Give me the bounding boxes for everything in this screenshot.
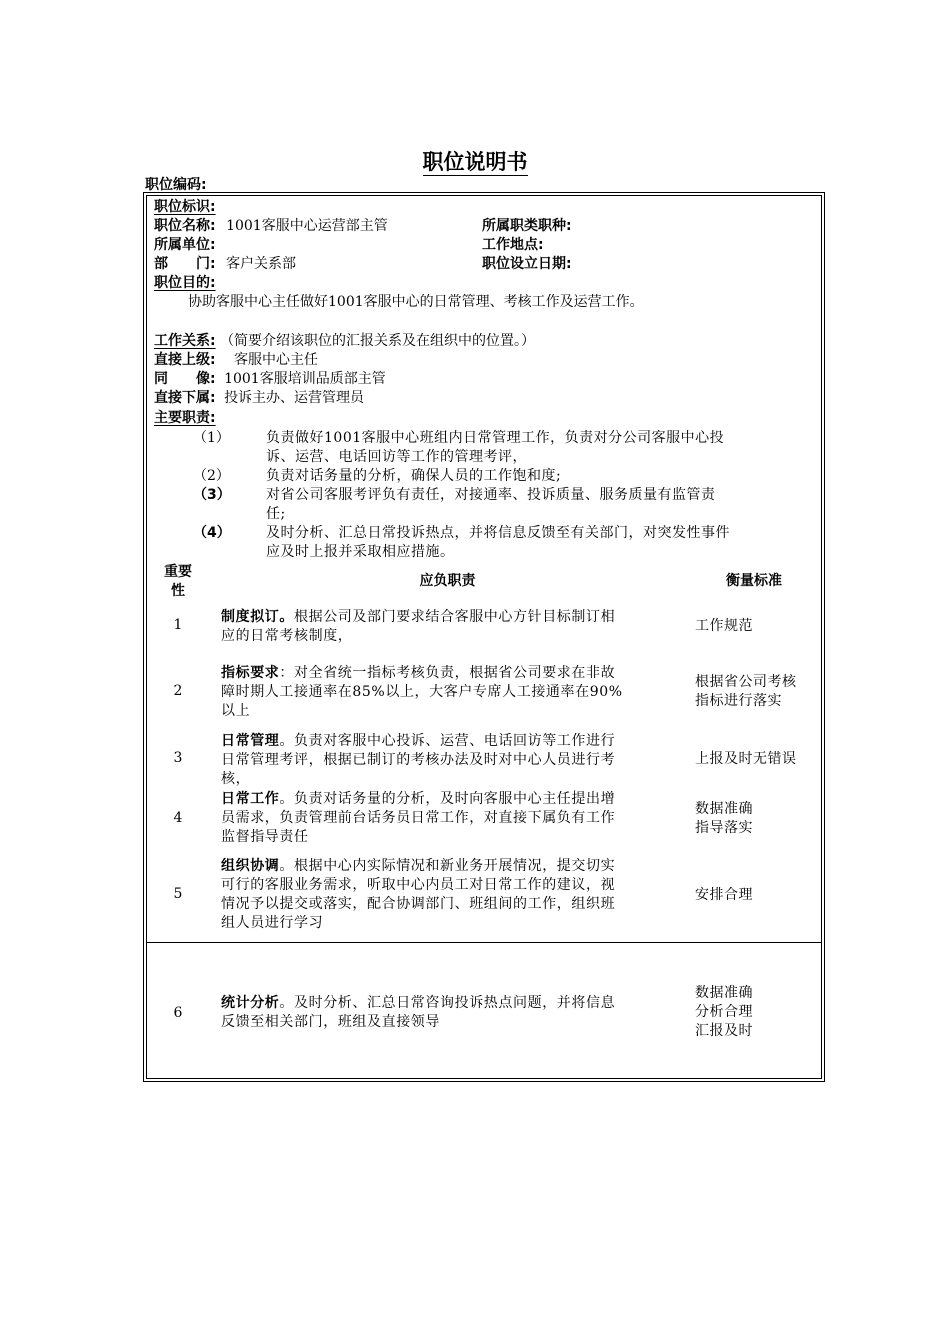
purpose-text: 协助客服中心主任做好1001客服中心的日常管理、考核工作及运营工作。 xyxy=(188,294,644,310)
row-standard: 根据省公司考核 指标进行落实 xyxy=(695,674,797,709)
peer-row xyxy=(154,370,386,389)
superior-value: 客服中心主任 xyxy=(234,352,319,368)
row-duty: 制度拟订。根据公司及部门要求结合客服中心方针目标制订相 应的日常考核制度， xyxy=(221,609,616,644)
duty-line: 诉、运营、电话回访等工作的管理考评， xyxy=(266,449,527,465)
row-duty: 统计分析。及时分析、汇总日常咨询投诉热点问题，并将信息 反馈至相关部门，班组及直接领导 xyxy=(221,995,616,1030)
location-label: 工作地点: xyxy=(482,237,544,253)
subordinate-row xyxy=(154,389,364,408)
row-standard: 数据准确 分析合理 汇报及时 xyxy=(695,985,753,1039)
row-duty: 日常工作。负责对话务量的分析，及时向客服中心主任提出增 员需求，负责管理前台话务员日常工作，对直接下属负有工作 监督指导责任 xyxy=(221,791,616,845)
row-number: 3 xyxy=(173,750,183,766)
importance-header: 重要 性 xyxy=(164,564,192,599)
standard-header: 衡量标准 xyxy=(726,573,782,589)
row-number: 5 xyxy=(173,886,183,902)
row-number: 4 xyxy=(173,810,183,826)
relations-note: （简要介绍该职位的汇报关系及在组织中的位置。） xyxy=(220,333,536,349)
subordinate-value: 投诉主办、运营管理员 xyxy=(224,390,365,406)
duty-header: 应负职责 xyxy=(419,573,476,589)
subordinate-label: 直接下属: xyxy=(154,390,216,406)
duty-number: （4） xyxy=(193,525,231,541)
duty-number: （2） xyxy=(193,468,230,484)
relations-row xyxy=(154,332,535,351)
purpose-header: 职位目的: xyxy=(154,275,216,291)
row-number: 6 xyxy=(173,1005,183,1021)
position-name-label: 职位名称: xyxy=(154,218,216,234)
duty-line: 应及时上报并采取相应措施。 xyxy=(266,544,455,560)
row-duty: 指标要求：对全省统一指标考核负责，根据省公司要求在非故 障时期人工接通率在85%以上，大客户专席人工接通率在90% 以上 xyxy=(221,665,623,719)
superior-row xyxy=(154,351,318,370)
category-label: 所属职类职种: xyxy=(482,218,572,234)
duty-line: 负责对话务量的分析，确保人员的工作饱和度; xyxy=(266,468,562,484)
duty-line: 及时分析、汇总日常投诉热点，并将信息反馈至有关部门，对突发性事件 xyxy=(266,525,730,541)
duties-header: 主要职责: xyxy=(154,410,216,426)
row-duty: 组织协调。根据中心内实际情况和新业务开展情况，提交切实 可行的客服业务需求，听取中心内员工对日常工作的建议，视 情况予以提交或落实，配合协调部门、班组间的工作，组织班 组人员进行学习 xyxy=(221,858,616,931)
duty-number: （1） xyxy=(193,430,230,446)
row-number: 2 xyxy=(173,683,183,699)
duty-line: 负责做好1001客服中心班组内日常管理工作，负责对分公司客服中心投 xyxy=(266,430,725,446)
position-name-row xyxy=(154,217,388,236)
position-name-value: 1001客服中心运营部主管 xyxy=(226,218,388,234)
row-standard: 安排合理 xyxy=(695,887,753,903)
superior-label: 直接上级: xyxy=(154,352,216,368)
dept-label: 部 门: xyxy=(154,256,216,272)
table-separator xyxy=(146,942,822,943)
ident-header: 职位标识: xyxy=(154,199,216,215)
peer-label: 同 像: xyxy=(154,371,216,387)
unit-label: 所属单位: xyxy=(154,237,216,253)
relations-header: 工作关系: xyxy=(154,333,216,349)
row-standard: 上报及时无错误 xyxy=(695,751,797,767)
date-label: 职位设立日期: xyxy=(482,256,572,272)
duty-line: 任; xyxy=(266,506,286,522)
peer-value: 1001客服培训品质部主管 xyxy=(224,371,386,387)
page-title: 职位说明书 xyxy=(422,150,528,174)
row-number: 1 xyxy=(173,617,183,633)
duty-number: （3） xyxy=(193,487,231,503)
dept-value: 客户关系部 xyxy=(226,256,297,272)
row-standard: 数据准确 指导落实 xyxy=(695,801,753,836)
row-standard: 工作规范 xyxy=(695,618,753,634)
dept-row xyxy=(154,255,296,274)
row-duty: 日常管理。负责对客服中心投诉、运营、电话回访等工作进行 日常管理考评，根据已制订的考核办法及时对中心人员进行考 核， xyxy=(221,733,616,787)
duty-line: 对省公司客服考评负有责任，对接通率、投诉质量、服务质量有监管责 xyxy=(266,487,716,503)
position-code-label: 职位编码: xyxy=(145,177,207,193)
